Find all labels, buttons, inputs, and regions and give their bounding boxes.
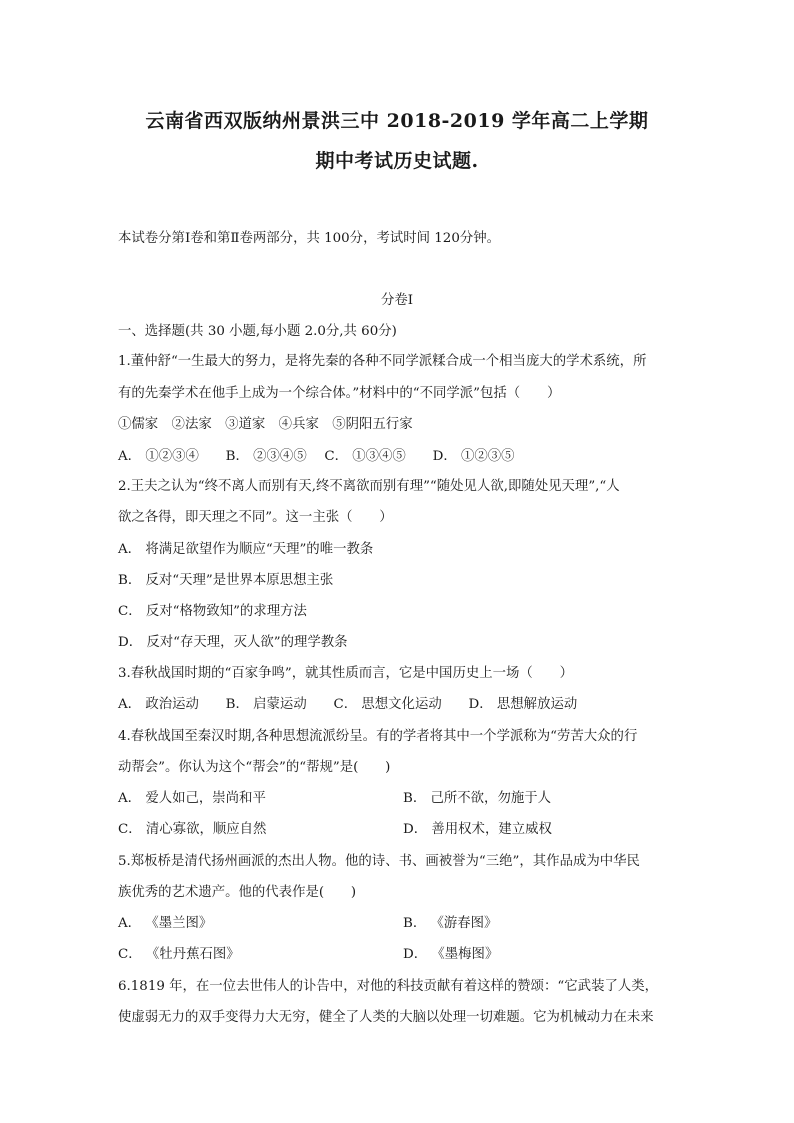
q3-options: A． 政治运动 B． 启蒙运动 C． 思想文化运动 D． 思想解放运动 <box>118 697 578 712</box>
q5-option-a: A． 《墨兰图》 <box>118 916 213 931</box>
q2-stem-line1: 2.王夫之认为“终不离人而别有天,终不离欲而别有理”“随处见人欲,即随处见天理”,“人 <box>118 479 620 494</box>
q4-stem-line2: 动帮会”。你认为这个“帮会”的“帮规”是( ) <box>118 760 391 775</box>
q5-stem-line2: 族优秀的艺术遗产。他的代表作是( ) <box>118 885 357 900</box>
q2-option-c: C． 反对“格物致知”的求理方法 <box>118 604 307 619</box>
q5-stem-line1: 5.郑板桥是清代扬州画派的杰出人物。他的诗、书、画被誉为“三绝”，其作品成为中华民 <box>118 854 640 869</box>
q6-stem-line1: 6.1819 年，在一位去世伟人的讣告中，对他的科技贡献有着这样的赞颂：“它武装了人类， <box>118 979 659 994</box>
q2-option-a: A． 将满足欲望作为顺应“天理”的唯一教条 <box>118 542 374 557</box>
q1-stem-line1: 1.董仲舒“一生最大的努力，是将先秦的各种不同学派糅合成一个相当庞大的学术系统，所 <box>118 354 647 369</box>
q5-option-c: C． 《牡丹蕉石图》 <box>118 947 240 962</box>
exam-title-line1: 云南省西双版纳州景洪三中 2018-2019 学年高二上学期 <box>145 110 649 132</box>
exam-intro: 本试卷分第Ⅰ卷和第Ⅱ卷两部分，共 100分，考试时间 120分钟。 <box>118 231 501 246</box>
q1-options: A． ①②③④ B． ②③④⑤ C． ①③④⑤ D． ①②③⑤ <box>118 449 515 464</box>
q4-option-c: C． 清心寡欲，顺应自然 <box>118 822 267 837</box>
q5-option-d: D． 《墨梅图》 <box>403 947 499 962</box>
section-title: 分卷I <box>380 293 414 308</box>
exam-title-line2: 期中考试历史试题. <box>315 150 479 172</box>
q2-option-b: B． 反对“天理”是世界本原思想主张 <box>118 573 334 588</box>
q4-option-b: B． 己所不欲，勿施于人 <box>403 791 552 806</box>
q4-option-d: D． 善用权术，建立威权 <box>403 822 552 837</box>
q4-option-a: A． 爱人如己，崇尚和平 <box>118 791 266 806</box>
q4-stem-line1: 4.春秋战国至秦汉时期,各种思想流派纷呈。有的学者将其中一个学派称为“劳苦大众的行 <box>118 729 638 744</box>
q1-items: ①儒家 ②法家 ③道家 ④兵家 ⑤阴阳五行家 <box>118 417 413 432</box>
q2-option-d: D． 反对“存天理，灭人欲”的理学教条 <box>118 635 348 650</box>
q1-stem-line2: 有的先秦学术在他手上成为一个综合体。”材料中的“不同学派”包括（ ） <box>118 386 561 401</box>
q2-stem-line2: 欲之各得，即天理之不同”。这一主张（ ） <box>118 510 393 525</box>
section-heading: 一、选择题(共 30 小题,每小题 2.0分,共 60分) <box>118 324 397 339</box>
q3-stem: 3.春秋战国时期的“百家争鸣”，就其性质而言，它是中国历史上一场（ ） <box>118 666 573 681</box>
q5-option-b: B． 《游春图》 <box>403 916 498 931</box>
q6-stem-line2: 使虚弱无力的双手变得力大无穷，健全了人类的大脑以处理一切难题。它为机械动力在未来 <box>118 1010 654 1025</box>
